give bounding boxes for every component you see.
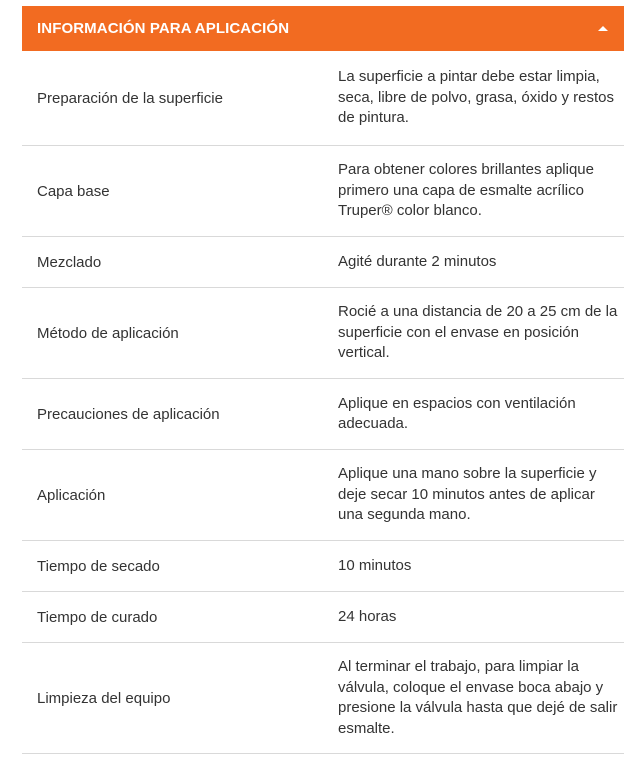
row-value: 24 horas — [338, 607, 397, 625]
row-label: Tiempo de curado — [37, 608, 158, 626]
table-row — [22, 643, 624, 754]
table-row — [22, 592, 624, 643]
table-row — [22, 146, 624, 237]
table-row — [22, 379, 624, 450]
table-row — [22, 237, 624, 288]
row-value: Agité durante 2 minutos — [338, 252, 497, 270]
application-info-panel — [22, 6, 624, 754]
row-label: Preparación de la superficie — [37, 89, 223, 107]
row-value: Al terminar el trabajo, para limpiar la válvula, coloque el envase boca abajo y presione la válvula hasta que dejé de salir esmalte. — [338, 658, 618, 737]
row-value: La superficie a pintar debe estar limpia, seca, libre de polvo, grasa, óxido y restos de pintura. — [338, 68, 614, 127]
row-label: Aplicación — [37, 486, 106, 504]
row-label: Tiempo de secado — [37, 557, 160, 575]
row-value: Aplique en espacios con ventilación adecuada. — [338, 394, 576, 432]
row-value: Aplique una mano sobre la superficie y deje secar 10 minutos antes de aplicar una segunda mano. — [338, 465, 597, 524]
table-row — [22, 541, 624, 592]
row-label: Método de aplicación — [37, 324, 179, 342]
table-row — [22, 288, 624, 379]
row-label: Limpieza del equipo — [37, 689, 171, 707]
row-label: Capa base — [37, 182, 110, 200]
section-title: INFORMACIÓN PARA APLICACIÓN — [37, 20, 290, 37]
spec-table — [22, 51, 624, 754]
row-label: Mezclado — [37, 253, 102, 271]
row-value: Rocié a una distancia de 20 a 25 cm de la superficie con el envase en posición vertical. — [338, 303, 618, 362]
section-header-toggle[interactable] — [22, 6, 624, 51]
table-row — [22, 51, 624, 146]
chevron-up-icon[interactable] — [598, 26, 608, 31]
row-value: 10 minutos — [338, 556, 412, 574]
row-label: Precauciones de aplicación — [37, 405, 220, 423]
table-row — [22, 450, 624, 541]
row-value: Para obtener colores brillantes aplique primero una capa de esmalte acrílico Truper® color blanco. — [338, 161, 594, 220]
